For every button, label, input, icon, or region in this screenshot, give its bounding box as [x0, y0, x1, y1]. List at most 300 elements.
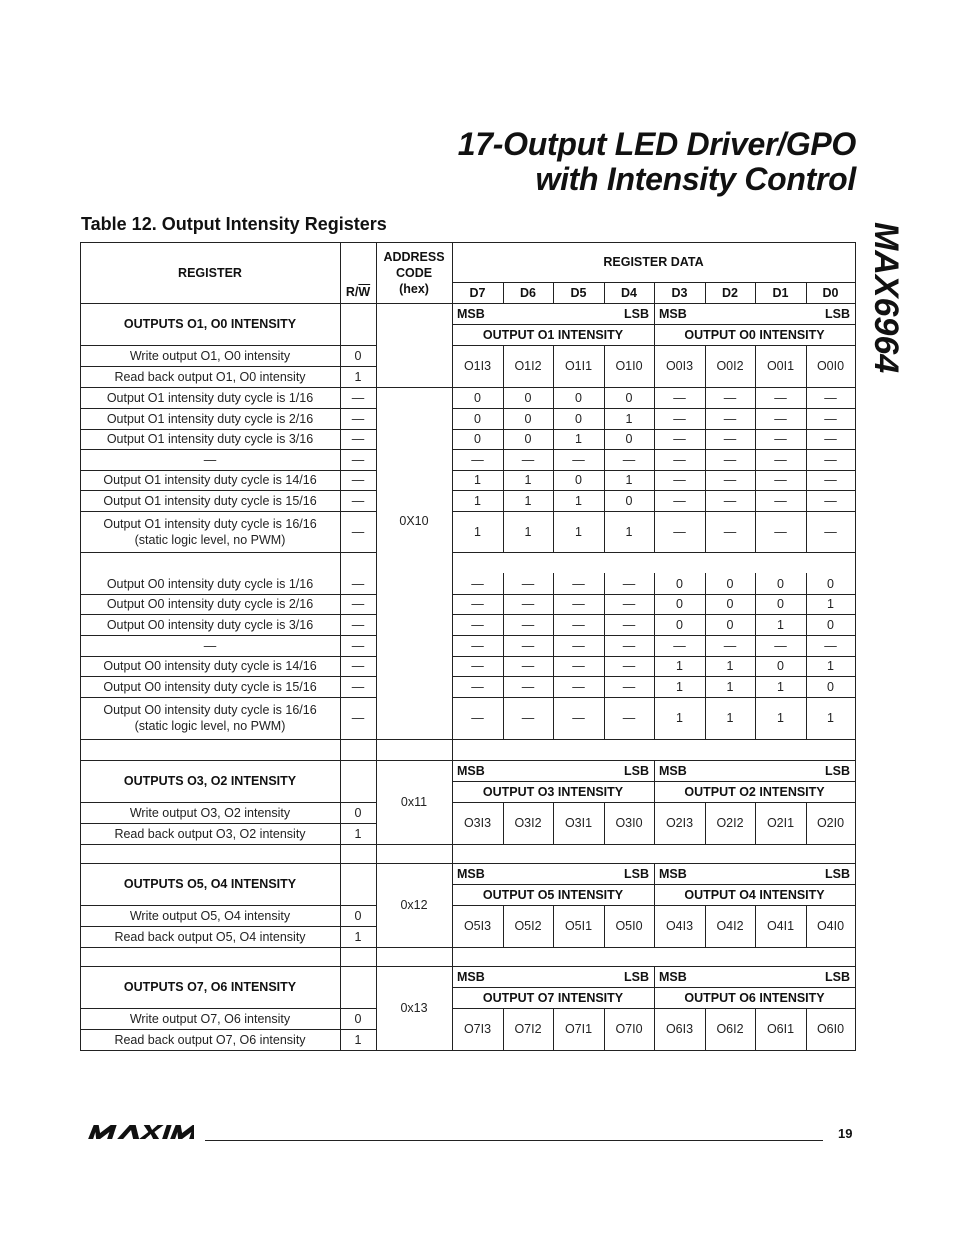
group-o5-o4-write-rw: 0 [354, 908, 362, 923]
group-o5-o4-read-rw: 1 [354, 929, 362, 944]
group-o1-o0-row-10-rw: — [351, 617, 365, 632]
group-o3-o2-bit-name-1: O3I2 [514, 816, 542, 830]
group-o3-o2-lower-msb: MSB [659, 763, 687, 778]
side-part-number [866, 222, 906, 382]
group-o1-o0-row-3-label: Output O1 intensity duty cycle is 3/16 [106, 432, 314, 446]
group-o1-o0-row-12-bit-3: — [622, 659, 636, 673]
rule [503, 470, 504, 491]
rule [705, 387, 706, 409]
rule [705, 408, 706, 430]
rule [806, 614, 807, 636]
group-o1-o0-row-14-bit-2: — [572, 711, 585, 725]
rule [80, 926, 377, 927]
group-o1-o0-row-1-bit-6: — [774, 390, 787, 405]
rule [80, 823, 377, 824]
rule [806, 656, 807, 677]
table-address-rule [376, 242, 377, 1051]
group-o1-o0-row-10-bit-3: — [622, 617, 636, 632]
rule [705, 282, 706, 304]
group-o7-o6-title: OUTPUTS O7, O6 INTENSITY [123, 980, 297, 994]
group-o1-o0-row-9-bit-2: — [572, 597, 585, 611]
group-o5-o4-write-label: Write output O5, O4 intensity [129, 908, 291, 923]
header-rw [340, 242, 376, 303]
group-o1-o0-bit-name-1: O1I2 [514, 359, 542, 373]
rule [705, 429, 706, 450]
cell-text-line-1: Output O1 intensity duty cycle is 16/16 [103, 516, 317, 531]
group-o5-o4-bit-name-4: O4I3 [665, 919, 694, 933]
group-o1-o0-row-1-bit-0: 0 [474, 390, 481, 405]
rule [553, 345, 554, 388]
group-o3-o2-bit-name-3: O3I0 [615, 816, 643, 830]
group-o1-o0-row-8-label: Output O0 intensity duty cycle is 1/16 [106, 576, 314, 591]
group-o3-o2-upper-label: OUTPUT O3 INTENSITY [482, 784, 624, 799]
group-o1-o0-row-5-bit-0: 1 [474, 473, 481, 487]
group-o1-o0-read-label: Read back output O1, O0 intensity [114, 369, 306, 384]
group-o1-o0-row-13-bit-1: — [521, 679, 535, 694]
group-o1-o0-row-8-bit-5: 0 [726, 576, 734, 591]
group-o1-o0-row-2-bit-3: 1 [625, 411, 633, 426]
group-o1-o0-row-3-bit-1: 0 [524, 432, 532, 446]
group-o1-o0-row-1-bit-3: 0 [625, 390, 633, 405]
rule [553, 387, 554, 409]
group-o7-o6-bit-name-3: O7I0 [615, 1022, 643, 1036]
group-o1-o0-row-3-bit-5: — [723, 432, 737, 446]
rule [705, 802, 706, 845]
group-o1-o0-row-12-bit-7: 1 [827, 659, 834, 673]
rule [553, 614, 554, 636]
group-o1-o0-row-13-bit-5: 1 [726, 679, 734, 694]
rule [705, 635, 706, 657]
header-bit-d5: D5 [570, 285, 587, 300]
group-o3-o2-lower-lsb: LSB [825, 763, 850, 778]
group-o1-o0-bit-name-2: O1I1 [564, 359, 593, 373]
rule [503, 1008, 504, 1051]
rule [503, 614, 504, 636]
rule [705, 905, 706, 948]
group-o1-o0-row-4-bit-2: — [572, 452, 585, 467]
group-o1-o0-row-4-bit-1: — [521, 452, 535, 467]
rule [604, 470, 605, 491]
group-o7-o6-lower-msb: MSB [659, 969, 687, 984]
group-o7-o6-bit-name-5: O6I2 [716, 1022, 744, 1036]
group-o1-o0-read-rw: 1 [354, 369, 362, 384]
group-o5-o4-upper-msb: MSB [457, 866, 485, 881]
rule [654, 635, 655, 657]
group-o1-o0-row-2-rw: — [351, 411, 365, 426]
group-o1-o0-row-14-bit-7: 1 [827, 711, 834, 725]
rule [755, 449, 756, 471]
group-o5-o4-lower-label: OUTPUT O4 INTENSITY [684, 887, 825, 902]
rule [654, 656, 655, 677]
rule [503, 573, 504, 595]
group-o1-o0-row-5-bit-3: 1 [625, 473, 633, 487]
rule [806, 1008, 807, 1051]
rule [705, 656, 706, 677]
group-o7-o6-write-rw: 0 [354, 1011, 362, 1026]
rule [553, 905, 554, 948]
group-o1-o0-row-12-bit-1: — [521, 659, 535, 673]
group-o1-o0-row-6-bit-6: — [774, 493, 787, 508]
rule [604, 1008, 605, 1051]
group-o1-o0-row-5-bit-7: — [824, 473, 837, 487]
group-o1-o0-row-8-bit-7: 0 [827, 576, 834, 591]
group-o1-o0-row-13-bit-6: 1 [777, 679, 784, 694]
rule [80, 863, 856, 864]
group-o3-o2-title: OUTPUTS O3, O2 INTENSITY [123, 774, 297, 788]
group-o3-o2-write-label: Write output O3, O2 intensity [129, 805, 291, 820]
group-o1-o0-row-1-bit-5: — [723, 390, 737, 405]
group-o1-o0-row-9-bit-5: 0 [726, 597, 734, 611]
group-o3-o2-bit-name-4: O2I3 [665, 816, 694, 830]
rule [806, 511, 807, 553]
group-o5-o4-bit-name-6: O4I1 [766, 919, 795, 933]
group-o3-o2-lower-label: OUTPUT O2 INTENSITY [684, 784, 825, 799]
group-o3-o2-upper-msb: MSB [457, 763, 485, 778]
group-o1-o0-row-7-bit-1: 1 [524, 524, 532, 539]
group-o1-o0-row-12-bit-6: 0 [777, 659, 784, 673]
group-o1-o0-row-14-bit-5: 1 [726, 711, 734, 725]
group-o1-o0-row-7-label [80, 511, 340, 552]
group-o1-o0-row-3-bit-4: — [673, 432, 686, 446]
group-o1-o0-row-2-bit-5: — [723, 411, 737, 426]
rule [503, 282, 504, 304]
group-o1-o0-write-rw: 0 [354, 348, 362, 363]
header-bit-d0: D0 [822, 285, 839, 300]
group-o1-o0-bit-name-6: O0I1 [766, 359, 795, 373]
rule [553, 490, 554, 512]
rule [80, 760, 856, 761]
rule [806, 676, 807, 698]
header-address [376, 242, 452, 303]
group-o7-o6-bit-name-4: O6I3 [665, 1022, 694, 1036]
group-o1-o0-row-8-bit-3: — [622, 576, 636, 591]
rule [553, 408, 554, 430]
rule [553, 573, 554, 595]
group-o5-o4-lower-msb: MSB [659, 866, 687, 881]
group-o1-o0-lower-lsb: LSB [825, 306, 850, 321]
group-o1-o0-row-7-bit-0: 1 [474, 524, 481, 539]
group-o1-o0-row-7-bit-3: 1 [625, 524, 633, 539]
group-o1-o0-row-5-rw: — [351, 473, 365, 487]
group-o1-o0-row-8-bit-2: — [572, 576, 585, 591]
group-o1-o0-row-5-bit-4: — [673, 473, 686, 487]
group-o5-o4-address: 0x12 [400, 898, 428, 912]
group-o5-o4-title: OUTPUTS O5, O4 INTENSITY [123, 877, 297, 891]
rule [604, 905, 605, 948]
group-o1-o0-row-1-bit-7: — [824, 390, 837, 405]
group-o1-o0-row-4-label: — [203, 452, 217, 467]
cell-text-line-1: Output O0 intensity duty cycle is 16/16 [103, 703, 317, 717]
header-bit-d7: D7 [469, 285, 486, 300]
group-o7-o6-bit-name-7: O6I0 [816, 1022, 845, 1036]
group-o1-o0-row-10-bit-5: 0 [726, 617, 734, 632]
group-o3-o2-bit-name-6: O2I1 [766, 816, 795, 830]
rule [604, 387, 605, 409]
group-o1-o0-row-9-bit-1: — [521, 597, 535, 611]
group-o1-o0-bit-name-7: O0I0 [816, 359, 845, 373]
group-o1-o0-row-7-bit-5: — [723, 524, 737, 539]
rule [604, 656, 605, 677]
group-o1-o0-row-10-bit-7: 0 [827, 617, 834, 632]
group-o1-o0-row-1-bit-2: 0 [575, 390, 582, 405]
group-o1-o0-row-2-label: Output O1 intensity duty cycle is 2/16 [106, 411, 314, 426]
group-o7-o6-upper-label: OUTPUT O7 INTENSITY [482, 990, 624, 1005]
group-o1-o0-row-3-bit-0: 0 [474, 432, 481, 446]
group-o3-o2-address: 0x11 [400, 795, 428, 809]
rule [705, 697, 706, 740]
rule [705, 573, 706, 595]
group-o1-o0-row-3-rw: — [351, 432, 365, 446]
group-o7-o6-bit-name-6: O6I1 [766, 1022, 795, 1036]
rule [604, 676, 605, 698]
rw-header-r: R/ [345, 285, 359, 299]
rule [553, 429, 554, 450]
group-o1-o0-row-14-bit-0: — [471, 711, 484, 725]
group-o1-o0-row-8-rw: — [351, 576, 365, 591]
group-o1-o0-row-13-bit-7: 0 [827, 679, 834, 694]
group-o3-o2-read-rw: 1 [354, 826, 362, 841]
group-o1-o0-row-2-bit-4: — [673, 411, 686, 426]
group-o3-o2-read-label: Read back output O3, O2 intensity [114, 826, 306, 841]
rule [604, 573, 605, 595]
rule [705, 470, 706, 491]
group-o1-o0-row-11-label: — [203, 638, 217, 653]
header-bit-d3: D3 [671, 285, 688, 300]
rule [553, 1008, 554, 1051]
rule [503, 345, 504, 388]
rule [755, 697, 756, 740]
rule [755, 676, 756, 698]
group-o1-o0-address: 0X10 [399, 514, 429, 528]
group-o1-o0-row-13-bit-4: 1 [676, 679, 683, 694]
group-o3-o2-upper-lsb: LSB [624, 763, 649, 778]
rule [503, 449, 504, 471]
rule [755, 387, 756, 409]
group-o1-o0-row-2-bit-6: — [774, 411, 787, 426]
group-o1-o0-row-13-label: Output O0 intensity duty cycle is 15/16 [103, 679, 317, 694]
rule [604, 449, 605, 471]
table-left-rule [80, 242, 81, 1051]
group-o1-o0-upper-lsb: LSB [624, 306, 649, 321]
group-o1-o0-row-3-bit-7: — [824, 432, 837, 446]
output-intensity-register-table [80, 242, 856, 1051]
rule [654, 303, 655, 388]
group-o1-o0-upper-label: OUTPUT O1 INTENSITY [482, 327, 624, 342]
rule [604, 635, 605, 657]
group-o1-o0-row-5-label: Output O1 intensity duty cycle is 14/16 [103, 473, 317, 487]
rule [553, 449, 554, 471]
group-o1-o0-row-11-bit-2: — [572, 638, 585, 653]
group-o1-o0-row-7-bit-6: — [774, 524, 787, 539]
group-o1-o0-row-3-bit-3: 0 [625, 432, 633, 446]
rule [654, 470, 655, 491]
rule [80, 552, 377, 553]
rule [503, 905, 504, 948]
rule [503, 490, 504, 512]
rule [503, 635, 504, 657]
rule [604, 490, 605, 512]
rule [503, 697, 504, 740]
group-o1-o0-row-11-bit-1: — [521, 638, 535, 653]
group-o7-o6-upper-lsb: LSB [624, 969, 649, 984]
group-o5-o4-read-label: Read back output O5, O4 intensity [114, 929, 306, 944]
group-o1-o0-row-12-bit-0: — [471, 659, 484, 673]
header-bit-d4: D4 [621, 285, 637, 300]
table-rw-rule [340, 242, 341, 1051]
rule [654, 697, 655, 740]
group-o5-o4-upper-lsb: LSB [624, 866, 649, 881]
group-o1-o0-row-13-bit-2: — [572, 679, 585, 694]
group-o1-o0-row-6-rw: — [351, 493, 365, 508]
group-o1-o0-row-5-bit-6: — [774, 473, 787, 487]
header-register: REGISTER [178, 265, 242, 280]
group-o1-o0-row-10-label: Output O0 intensity duty cycle is 3/16 [106, 617, 314, 632]
group-o1-o0-row-8-bit-6: 0 [777, 576, 784, 591]
group-o1-o0-row-10-bit-2: — [572, 617, 585, 632]
rule [654, 408, 655, 430]
group-o1-o0-row-5-bit-5: — [723, 473, 737, 487]
group-o1-o0-row-8-bit-4: 0 [676, 576, 683, 591]
rule [553, 511, 554, 553]
group-o1-o0-row-8-bit-1: — [521, 576, 535, 591]
rule [604, 282, 605, 304]
group-o1-o0-row-13-rw: — [351, 679, 365, 694]
rule [654, 966, 655, 1051]
rule [503, 656, 504, 677]
group-o1-o0-lower-label: OUTPUT O0 INTENSITY [684, 327, 825, 342]
group-o1-o0-row-6-bit-2: 1 [575, 493, 582, 508]
rule [806, 282, 807, 304]
group-o1-o0-row-2-bit-2: 0 [575, 411, 582, 426]
rule [553, 635, 554, 657]
group-o1-o0-row-7-bit-4: — [673, 524, 686, 539]
rule [705, 345, 706, 388]
group-o1-o0-row-11-bit-7: — [824, 638, 837, 653]
rule [755, 282, 756, 304]
rule [604, 614, 605, 636]
rule [755, 802, 756, 845]
group-o1-o0-row-3-bit-2: 1 [575, 432, 582, 446]
group-o1-o0-row-13-bit-3: — [622, 679, 636, 694]
rule [553, 802, 554, 845]
group-o1-o0-row-12-bit-5: 1 [726, 659, 734, 673]
rule [553, 656, 554, 677]
rule [604, 697, 605, 740]
header-bit-d6: D6 [520, 285, 536, 300]
group-o5-o4-bit-name-5: O4I2 [716, 919, 744, 933]
group-o1-o0-row-9-bit-0: — [471, 597, 484, 611]
rule [80, 1029, 377, 1030]
header-bit-d1: D1 [772, 285, 789, 300]
group-o7-o6-lower-lsb: LSB [825, 969, 850, 984]
group-o5-o4-upper-label: OUTPUT O5 INTENSITY [482, 887, 624, 902]
group-o1-o0-write-label: Write output O1, O0 intensity [129, 348, 291, 363]
rule [654, 511, 655, 553]
rule [755, 656, 756, 677]
table-caption: Table 12. Output Intensity Registers [81, 214, 387, 234]
rule [654, 676, 655, 698]
rule [654, 614, 655, 636]
rule [604, 408, 605, 430]
rule [806, 345, 807, 388]
rule [503, 594, 504, 615]
group-o5-o4-bit-name-0: O5I3 [463, 919, 492, 933]
rule [705, 449, 706, 471]
group-o1-o0-row-4-bit-0: — [471, 452, 484, 467]
rule [503, 429, 504, 450]
maxim-logo-text: MAXIM [86, 1124, 90, 1125]
header-address-line-1: ADDRESS [383, 249, 445, 264]
group-o1-o0-row-7-bit-7: — [824, 524, 837, 539]
group-o1-o0-row-4-bit-6: — [774, 452, 787, 467]
group-o1-o0-row-10-bit-6: 1 [777, 617, 784, 632]
group-o1-o0-row-6-bit-4: — [673, 493, 686, 508]
group-o1-o0-row-6-label: Output O1 intensity duty cycle is 15/16 [103, 493, 317, 508]
group-o1-o0-row-7-rw: — [351, 524, 365, 539]
group-o1-o0-row-4-bit-7: — [824, 452, 837, 467]
rule [553, 282, 554, 304]
group-o1-o0-row-2-bit-0: 0 [474, 411, 481, 426]
group-o1-o0-row-9-rw: — [351, 597, 365, 611]
group-o1-o0-row-11-rw: — [351, 638, 365, 653]
rule [755, 429, 756, 450]
table-top-rule [80, 242, 856, 243]
rule [806, 470, 807, 491]
rule [553, 594, 554, 615]
group-o1-o0-row-12-label: Output O0 intensity duty cycle is 14/16 [103, 659, 317, 673]
rule [503, 511, 504, 553]
group-o1-o0-row-10-bit-1: — [521, 617, 535, 632]
group-o1-o0-row-9-bit-3: — [622, 597, 636, 611]
group-o7-o6-lower-label: OUTPUT O6 INTENSITY [684, 990, 825, 1005]
table-data-rule [452, 242, 453, 1051]
group-o1-o0-row-9-label: Output O0 intensity duty cycle is 2/16 [106, 597, 314, 611]
group-o1-o0-row-14-rw: — [351, 711, 365, 725]
rule [755, 614, 756, 636]
group-o3-o2-bit-name-7: O2I0 [816, 816, 845, 830]
group-o1-o0-row-13-bit-0: — [471, 679, 484, 694]
group-o7-o6-address: 0x13 [400, 1001, 428, 1015]
group-o1-o0-row-14-bit-1: — [521, 711, 535, 725]
rule [654, 387, 655, 409]
rule [604, 345, 605, 388]
rule [80, 739, 856, 740]
rule [806, 408, 807, 430]
group-o1-o0-row-6-bit-5: — [723, 493, 737, 508]
page-title-line-2: with Intensity Control [535, 161, 856, 197]
rule [553, 697, 554, 740]
group-o3-o2-bit-name-2: O3I1 [564, 816, 593, 830]
rule [503, 408, 504, 430]
group-o1-o0-row-10-bit-0: — [471, 617, 484, 632]
group-o1-o0-row-11-bit-6: — [774, 638, 787, 653]
group-o1-o0-title: OUTPUTS O1, O0 INTENSITY [123, 317, 297, 331]
group-o7-o6-read-rw: 1 [354, 1032, 362, 1047]
group-o1-o0-row-14-bit-4: 1 [676, 711, 683, 725]
rule [806, 490, 807, 512]
group-o1-o0-bit-name-5: O0I2 [716, 359, 744, 373]
rule [755, 470, 756, 491]
group-o1-o0-row-5-bit-1: 1 [524, 473, 532, 487]
rule [654, 429, 655, 450]
footer-rule [205, 1140, 823, 1141]
rule [654, 490, 655, 512]
group-o1-o0-row-11-bit-0: — [471, 638, 484, 653]
header-register-data: REGISTER DATA [603, 255, 704, 269]
group-o1-o0-row-4-bit-4: — [673, 452, 686, 467]
rw-header-w: $\overline{W}$ [358, 285, 371, 299]
group-o1-o0-row-2-bit-1: 0 [524, 411, 532, 426]
